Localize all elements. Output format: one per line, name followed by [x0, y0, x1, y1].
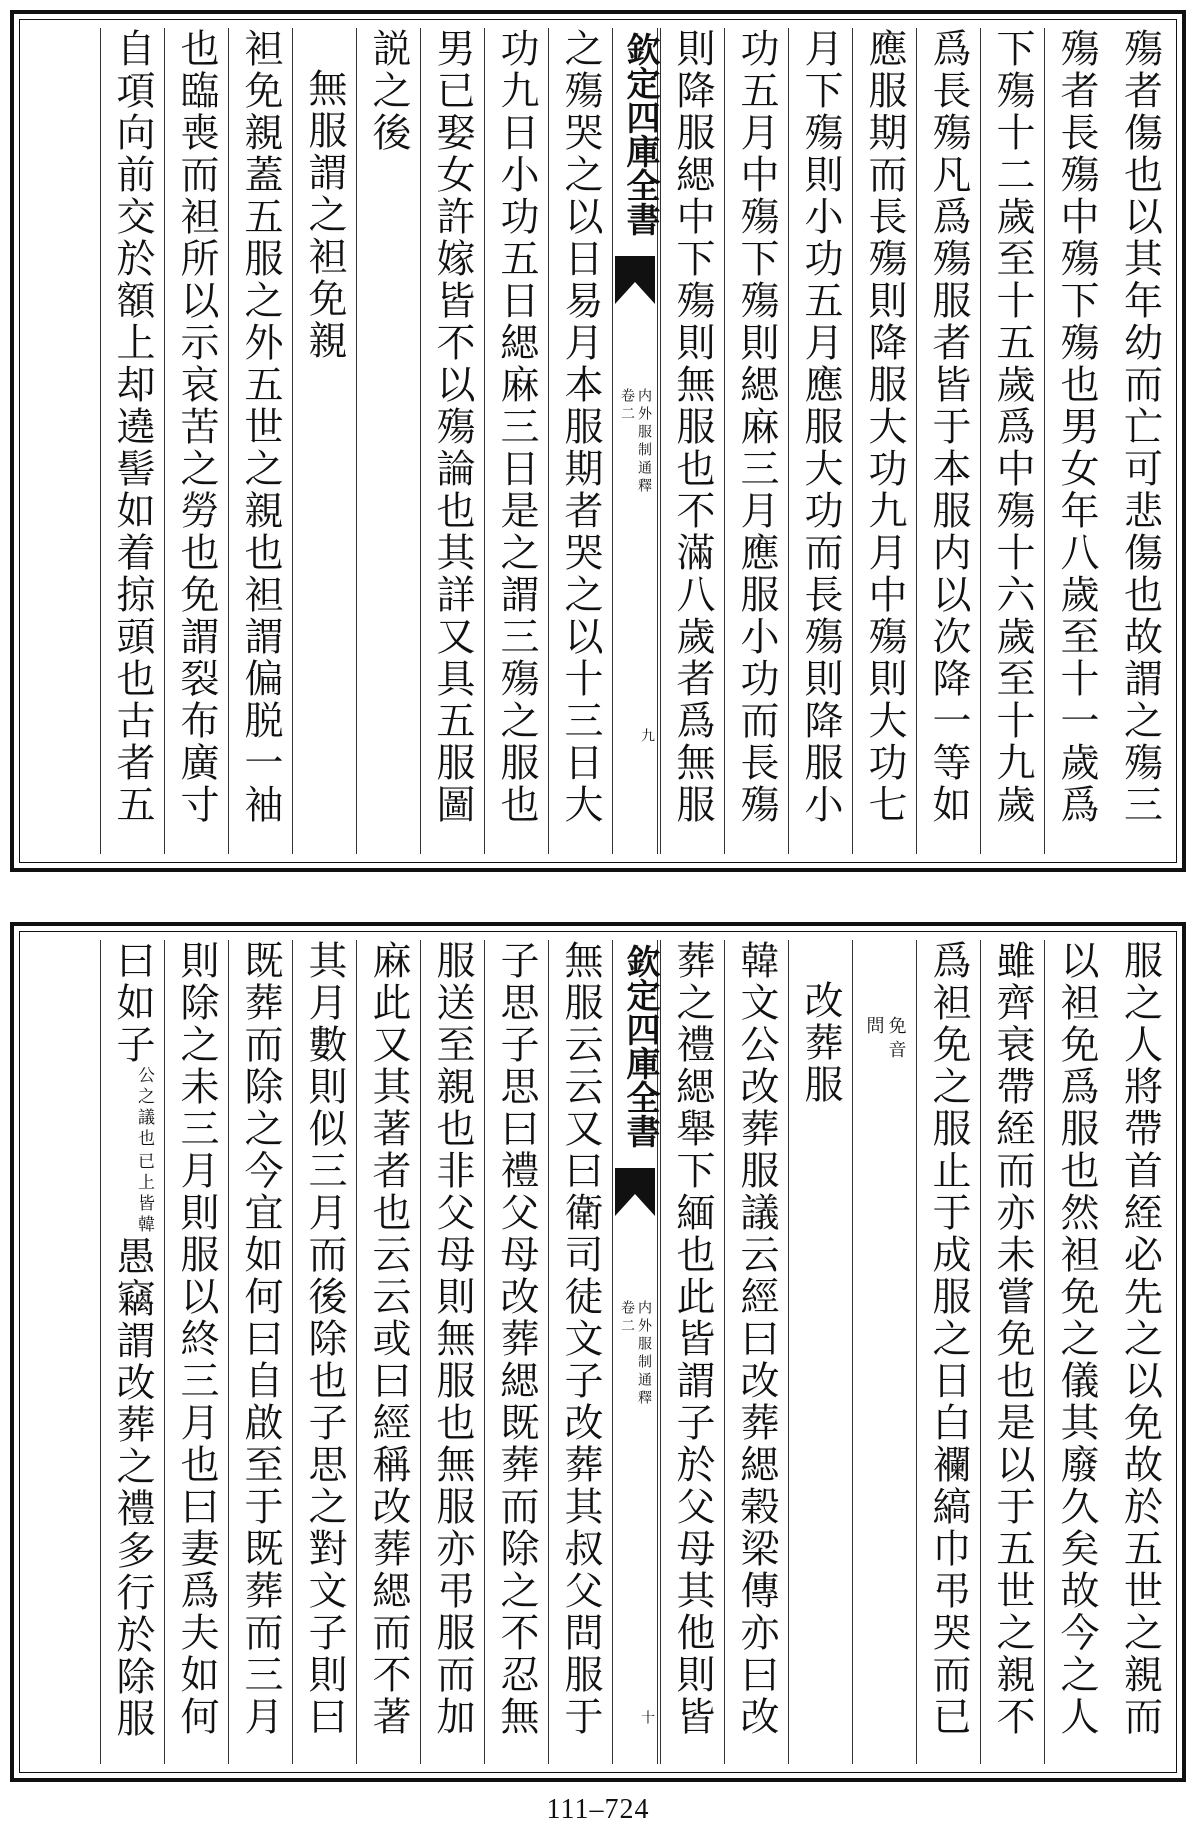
text-column: [788, 28, 852, 854]
center-margin: [612, 940, 658, 1764]
column-text: 月下殤則小功五月應服大功而長殤則降服小: [798, 28, 843, 826]
text-column: [916, 28, 980, 854]
text-column: [548, 940, 612, 1764]
margin-chapter-volume: 卷二: [619, 1300, 635, 1336]
fish-tail-mark: [615, 256, 655, 304]
margin-chapter: [620, 388, 651, 496]
column-text: 則除之未三月則服以終三月也曰妻爲夫如何: [174, 940, 219, 1738]
section-heading: 改葬服: [798, 980, 843, 1106]
column-text: 愚竊謂改葬之禮多行於除服: [110, 1236, 155, 1740]
annotation-line: 免音: [885, 1016, 907, 1064]
fish-tail-mark: [615, 1168, 655, 1216]
column-text: 其月數則似三月而後除也子思之對文子則曰: [302, 940, 347, 1738]
annotation-line: 已上皆韓: [134, 1152, 154, 1236]
text-column: [660, 28, 724, 854]
column-text: 殤者傷也以其年幼而亡可悲傷也故謂之殤三: [1117, 28, 1163, 826]
text-column: [420, 28, 484, 854]
text-column: [1108, 940, 1172, 1764]
margin-chapter-title: 内外服制通釋: [636, 388, 652, 496]
column-text: 功五月中殤下殤則緦麻三月應服小功而長殤: [734, 28, 779, 826]
annotation-line: 問: [863, 1016, 885, 1040]
text-column: [916, 940, 980, 1764]
text-column: [164, 28, 228, 854]
text-column: [980, 940, 1044, 1764]
column-text: 既葬而除之今宜如何曰自啟至于既葬而三月: [238, 940, 283, 1738]
text-column: [100, 940, 164, 1764]
column-text: 則降服緦中下殤則無服也不滿八歲者爲無服: [670, 28, 715, 826]
column-text: 爲袒免之服止于成服之日白襴縞巾弔哭而已: [926, 940, 971, 1738]
top-page: [10, 10, 1186, 872]
margin-page-number: 九: [639, 728, 655, 742]
text-column: [164, 940, 228, 1764]
text-column: [660, 940, 724, 1764]
column-text: 之殤哭之以日易月本服期者哭之以十三日大: [558, 28, 603, 826]
margin-chapter: [620, 1300, 651, 1408]
column-text: 殤者長殤中殤下殤也男女年八歲至十一歲爲: [1054, 28, 1099, 826]
column-text: 服送至親也非父母則無服也無服亦弔服而加: [430, 940, 475, 1738]
column-text: 也臨喪而袒所以示哀苦之勞也免謂裂布廣寸: [174, 28, 219, 826]
annotation-note: [135, 1066, 152, 1236]
text-column: [420, 940, 484, 1764]
column-text: 袒免親蓋五服之外五世之親也袒謂偏脱一袖: [238, 28, 283, 826]
margin-chapter-volume: 卷二: [619, 388, 635, 424]
section-heading: 無服謂之袒免親: [302, 68, 347, 362]
column-text: 曰如子: [110, 940, 155, 1066]
text-column: [852, 940, 916, 1764]
text-column: [228, 940, 292, 1764]
text-column: [548, 28, 612, 854]
column-text: 韓文公改葬服議云經曰改葬緦榖梁傳亦曰改: [734, 940, 779, 1738]
text-column: [228, 28, 292, 854]
column-text: 雖齊衰帶絰而亦未嘗免也是以于五世之親不: [990, 940, 1035, 1738]
text-column: [356, 28, 420, 854]
column-text: 爲長殤凡爲殤服者皆于本服内以次降一等如: [926, 28, 971, 826]
column-text: 自項向前交於額上却遶髻如着掠頭也古者五: [110, 28, 155, 826]
center-margin: [612, 28, 658, 854]
column-text: 男已娶女許嫁皆不以殤論也其詳又具五服圖: [430, 28, 475, 826]
text-column: [980, 28, 1044, 854]
text-column: [852, 28, 916, 854]
text-column: [724, 940, 788, 1764]
column-text: 服之人將帶首絰必先之以免故於五世之親而: [1117, 940, 1163, 1738]
column-text: 説之後: [366, 28, 411, 154]
text-column: [484, 28, 548, 854]
column-text: 麻此又其著者也云云或曰經稱改葬緦而不著: [366, 940, 411, 1738]
column-text: 功九日小功五日緦麻三日是之謂三殤之服也: [494, 28, 539, 826]
text-column: [484, 940, 548, 1764]
margin-page-number: 十: [639, 1710, 655, 1724]
annotation-line: 公之議也: [134, 1066, 154, 1150]
text-column: [1044, 940, 1108, 1764]
text-column: [292, 28, 356, 854]
text-column: [100, 28, 164, 854]
column-text: 葬之禮緦舉下緬也此皆謂子於父母其他則皆: [670, 940, 715, 1738]
column-text: 應服期而長殤則降服大功九月中殤則大功七: [862, 28, 907, 826]
column-text: 以袒免爲服也然袒免之儀其廢久矣故今之人: [1054, 940, 1099, 1738]
column-text: 子思子思曰禮父母改葬緦既葬而除之不忍無: [494, 940, 539, 1738]
text-column: [1108, 28, 1172, 854]
annotation-note: [865, 940, 905, 1764]
text-column: [1044, 28, 1108, 854]
margin-title: 欽定四庫全書: [620, 944, 660, 1148]
column-text-with-note: [110, 940, 155, 1764]
margin-chapter-title: 内外服制通釋: [636, 1300, 652, 1408]
text-column: [788, 940, 852, 1764]
text-column: [724, 28, 788, 854]
column-text: 無服云云又曰衛司徒文子改葬其叔父問服于: [558, 940, 603, 1738]
margin-title: 欽定四庫全書: [620, 32, 660, 236]
page-reference: 111–724: [546, 1794, 650, 1825]
text-column: [292, 940, 356, 1764]
column-text: 下殤十二歲至十五歲爲中殤十六歲至十九歲: [990, 28, 1035, 826]
text-column: [356, 940, 420, 1764]
bottom-page: [10, 922, 1186, 1782]
